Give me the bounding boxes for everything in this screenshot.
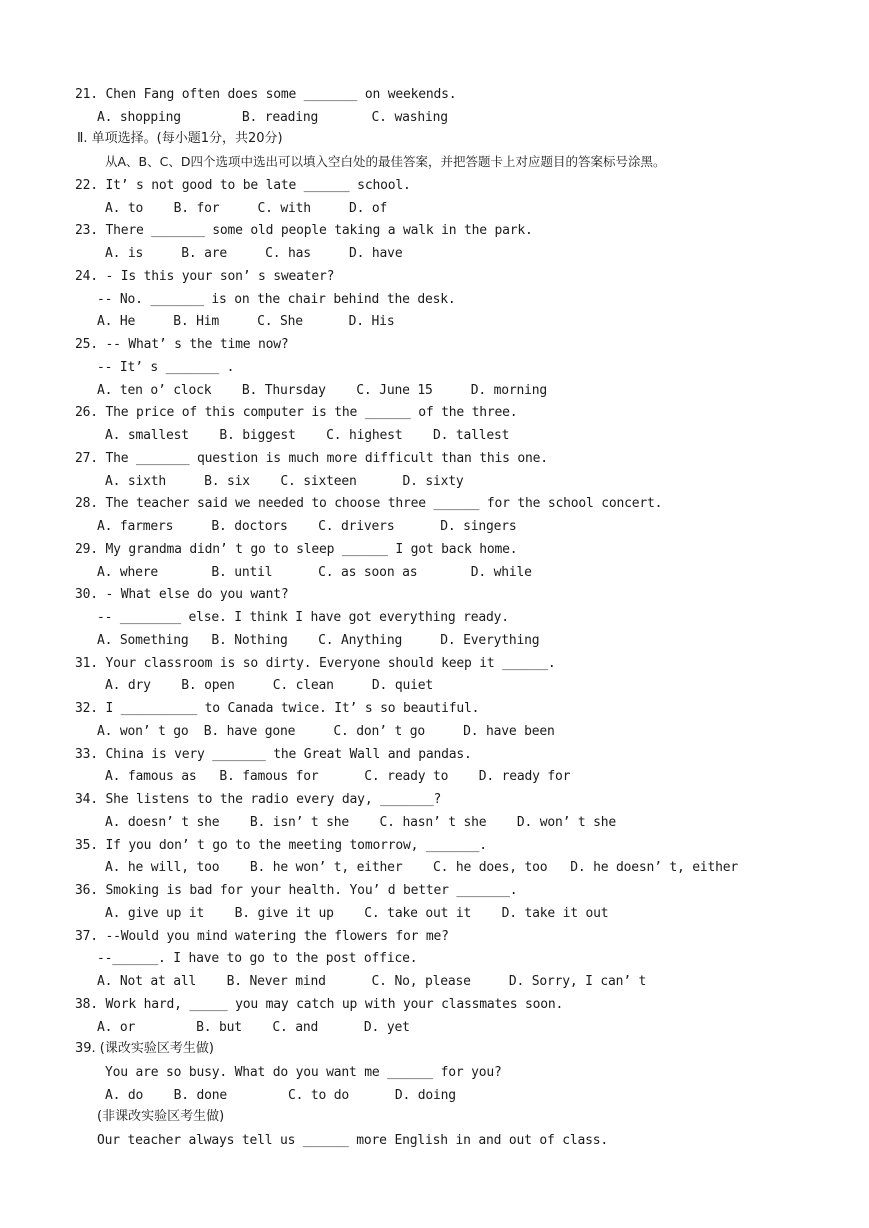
question-33: 33. China is very _______ the Great Wall and pandas. [75, 747, 472, 762]
options-29: A. where B. until C. as soon as D. while [97, 565, 532, 580]
question-36: 36. Smoking is bad for your health. You’ d better _______. [75, 883, 518, 898]
question-30: 30. - What else do you want? [75, 587, 289, 602]
options-36: A. give up it B. give it up C. take out it D. take it out [105, 906, 609, 921]
options-23: A. is B. are C. has D. have [105, 246, 403, 261]
question-30-reply: -- ________ else. I think I have got everything ready. [97, 610, 509, 625]
question-35: 35. If you don’ t go to the meeting tomorrow, _______. [75, 838, 487, 853]
question-34: 34. She listens to the radio every day, _______? [75, 792, 442, 807]
question-21: 21. Chen Fang often does some _______ on weekends. [75, 87, 457, 102]
options-38: A. or B. but C. and D. yet [97, 1020, 410, 1035]
question-38: 38. Work hard, _____ you may catch up with your classmates soon. [75, 997, 564, 1012]
question-26: 26. The price of this computer is the ______ of the three. [75, 405, 518, 420]
options-28: A. farmers B. doctors C. drivers D. singers [97, 519, 517, 534]
options-26: A. smallest B. biggest C. highest D. tallest [105, 428, 510, 443]
options-34: A. doesn’ t she B. isn’ t she C. hasn’ t she D. won’ t she [105, 815, 616, 830]
section-instructions: 从A、B、C、D四个选项中选出可以填入空白处的最佳答案，并把答题卡上对应题目的答案标号涂黑。 [105, 154, 666, 169]
question-25-reply: -- It’ s _______ . [97, 360, 235, 375]
question-28: 28. The teacher said we needed to choose three ______ for the school concert. [75, 496, 663, 511]
question-27: 27. The _______ question is much more difficult than this one. [75, 451, 548, 466]
question-39-stem: You are so busy. What do you want me ______ for you? [105, 1065, 502, 1080]
options-25: A. ten o’ clock B. Thursday C. June 15 D. morning [97, 383, 547, 398]
options-39: A. do B. done C. to do D. doing [105, 1088, 456, 1103]
question-24-reply: -- No. _______ is on the chair behind the desk. [97, 292, 456, 307]
question-37-reply: --______. I have to go to the post office. [97, 951, 418, 966]
question-29: 29. My grandma didn’ t go to sleep ______ I got back home. [75, 542, 518, 557]
options-24: A. He B. Him C. She D. His [97, 314, 395, 329]
options-32: A. won’ t go B. have gone C. don’ t go D. have been [97, 724, 555, 739]
question-22: 22. It’ s not good to be late ______ school. [75, 178, 411, 193]
question-39-alt-stem: Our teacher always tell us ______ more English in and out of class. [97, 1133, 608, 1148]
question-23: 23. There _______ some old people taking a walk in the park. [75, 223, 533, 238]
question-39: 39. (课改实验区考生做) [75, 1041, 214, 1056]
section-heading: Ⅱ. 单项选择。(每小题1分，共20分) [77, 131, 283, 146]
options-30: A. Something B. Nothing C. Anything D. Everything [97, 633, 540, 648]
options-31: A. dry B. open C. clean D. quiet [105, 678, 433, 693]
question-39-alt-heading: (非课改实验区考生做) [97, 1109, 225, 1124]
options-27: A. sixth B. six C. sixteen D. sixty [105, 474, 464, 489]
question-32: 32. I __________ to Canada twice. It’ s so beautiful. [75, 701, 480, 716]
question-31: 31. Your classroom is so dirty. Everyone should keep it ______. [75, 656, 556, 671]
question-24: 24. - Is this your son’ s sweater? [75, 269, 335, 284]
options-37: A. Not at all B. Never mind C. No, please D. Sorry, I can’ t [97, 974, 647, 989]
options-22: A. to B. for C. with D. of [105, 201, 388, 216]
question-37: 37. --Would you mind watering the flowers for me? [75, 929, 449, 944]
question-25: 25. -- What’ s the time now? [75, 337, 289, 352]
options-33: A. famous as B. famous for C. ready to D. ready for [105, 769, 571, 784]
options-21: A. shopping B. reading C. washing [97, 110, 448, 125]
options-35: A. he will, too B. he won’ t, either C. he does, too D. he doesn’ t, either [105, 860, 739, 875]
